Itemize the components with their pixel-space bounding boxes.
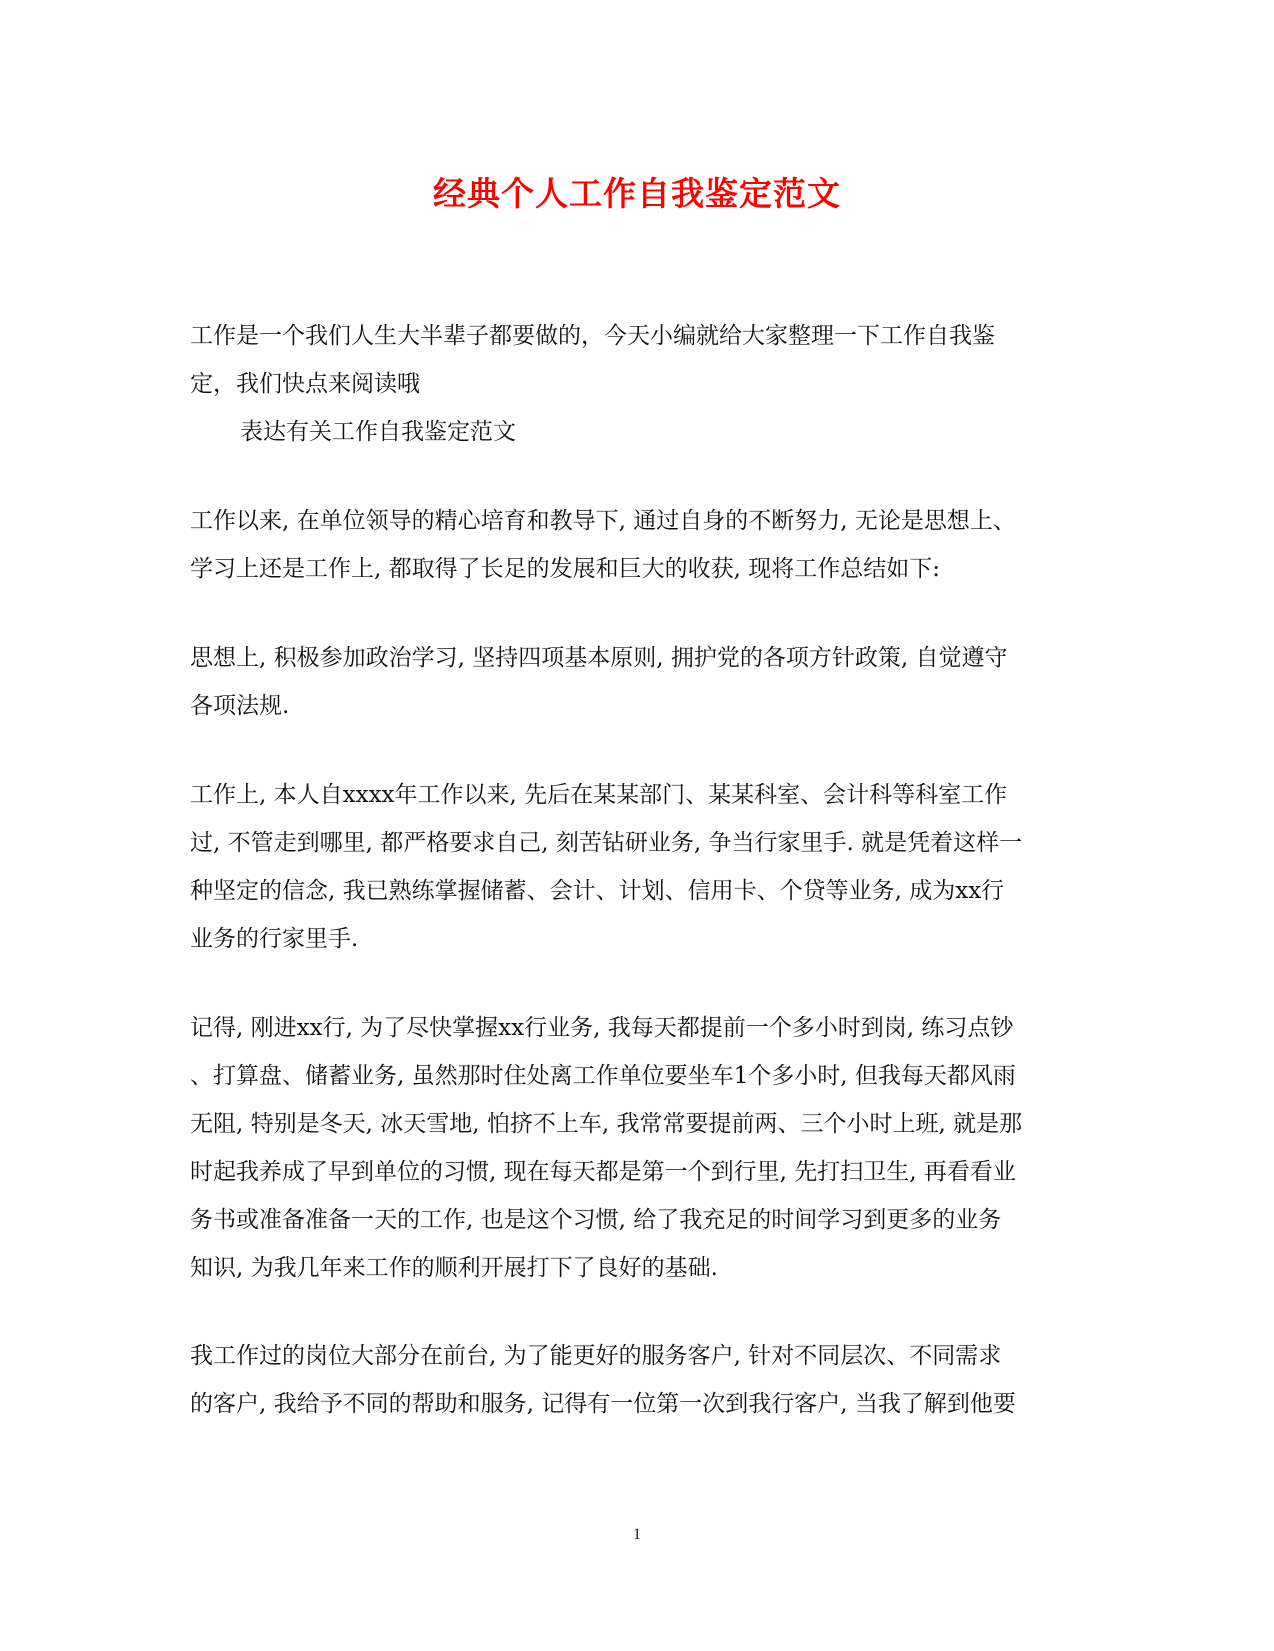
paragraph-line: 工作以来, 在单位领导的精心培育和教导下, 通过自身的不断努力, 无论是思想上、 <box>190 508 1016 534</box>
paragraph-line: 、打算盘、储蓄业务, 虽然那时住处离工作单位要坐车1个多小时, 但我每天都风雨 <box>190 1063 1016 1089</box>
paragraph-line: 业务的行家里手. <box>190 926 359 952</box>
paragraph-overview <box>190 497 1082 593</box>
paragraph-line: 工作上, 本人自xxxx年工作以来, 先后在某某部门、某某科室、会计科等科室工作 <box>190 782 1008 808</box>
paragraph-line: 我工作过的岗位大部分在前台, 为了能更好的服务客户, 针对不同层次、不同需求 <box>190 1343 1002 1369</box>
paragraph-line: 学习上还是工作上, 都取得了长足的发展和巨大的收获, 现将工作总结如下: <box>190 556 940 582</box>
paragraph-line: 无阻, 特别是冬天, 冰天雪地, 怕挤不上车, 我常常要提前两、三个小时上班, 就是那 <box>190 1111 1023 1137</box>
page-number: 1 <box>633 1526 641 1543</box>
paragraph-work <box>190 771 1082 963</box>
paragraph-line: 时起我养成了早到单位的习惯, 现在每天都是第一个到行里, 先打扫卫生, 再看看业 <box>190 1159 1016 1185</box>
paragraph-line: 的客户, 我给予不同的帮助和服务, 记得有一位第一次到我行客户, 当我了解到他要 <box>190 1391 1016 1417</box>
paragraph-line: 种坚定的信念, 我已熟练掌握储蓄、会计、计划、信用卡、个贷等业务, 成为xx行 <box>190 878 1005 904</box>
paragraph-line: 记得, 刚进xx行, 为了尽快掌握xx行业务, 我每天都提前一个多小时到岗, 练习点钞 <box>190 1015 1014 1041</box>
article-subtitle: 表达有关工作自我鉴定范文 <box>240 419 516 445</box>
paragraph-line: 思想上, 积极参加政治学习, 坚持四项基本原则, 拥护党的各项方针政策, 自觉遵守 <box>190 645 1008 671</box>
paragraph-line: 各项法规. <box>190 693 290 719</box>
paragraph-memory <box>190 1004 1082 1292</box>
intro-line: 定，我们快点来阅读哦 <box>190 371 420 397</box>
document-title: 经典个人工作自我鉴定范文 <box>433 174 841 213</box>
intro-paragraph <box>190 312 1082 456</box>
intro-line: 工作是一个我们人生大半辈子都要做的，今天小编就给大家整理一下工作自我鉴 <box>190 323 995 349</box>
paragraph-thought <box>190 634 1082 730</box>
paragraph-line: 务书或准备准备一天的工作, 也是这个习惯, 给了我充足的时间学习到更多的业务 <box>190 1207 1002 1233</box>
paragraph-line: 过, 不管走到哪里, 都严格要求自己, 刻苦钻研业务, 争当行家里手. 就是凭着这样一 <box>190 830 1023 856</box>
paragraph-line: 知识, 为我几年来工作的顺利开展打下了良好的基础. <box>190 1255 718 1281</box>
paragraph-service <box>190 1332 1082 1428</box>
